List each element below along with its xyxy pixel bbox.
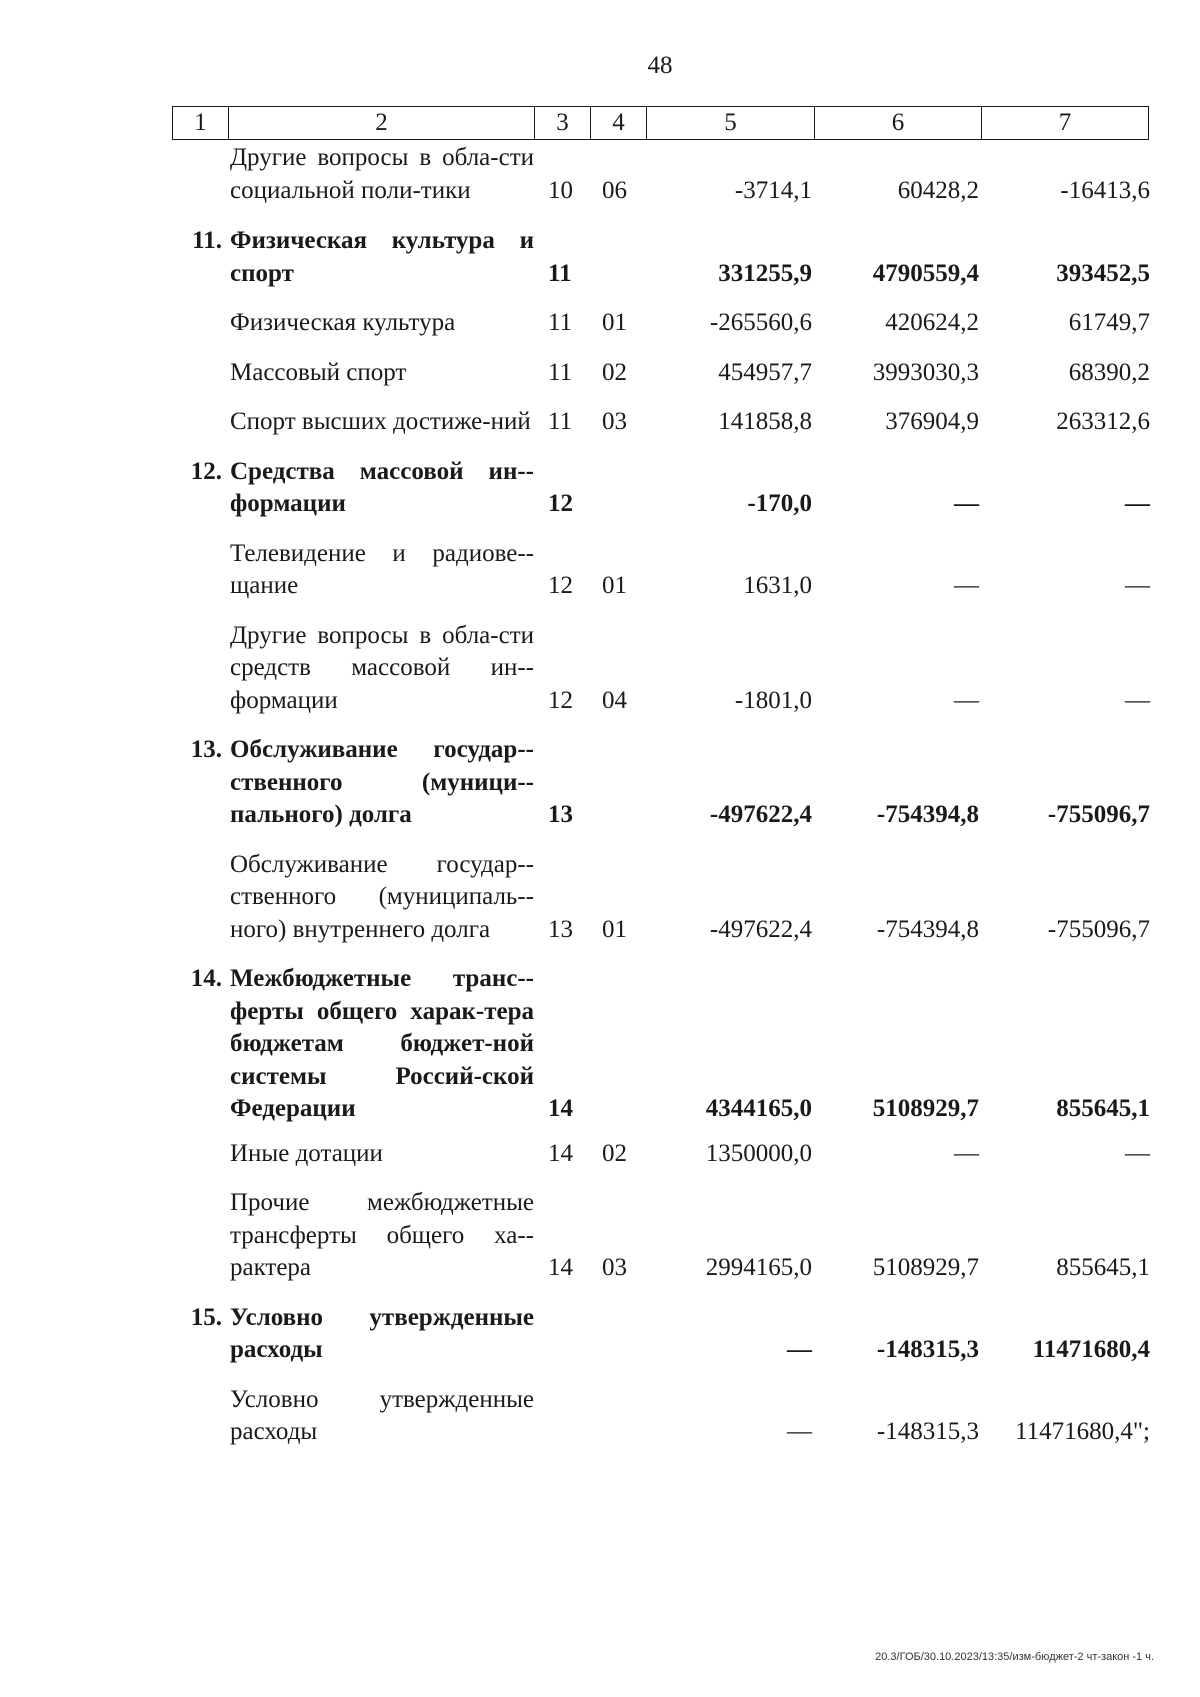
subsection-code: 01	[602, 572, 627, 599]
value-col7: 11471680,4	[1032, 1336, 1150, 1363]
row-name: Физическая культура и спорт	[230, 227, 534, 287]
row-name: Спорт высших достиже-ний	[230, 408, 531, 435]
section-code: 11	[548, 259, 572, 287]
row-name: Условно утвержденные расходы	[230, 1303, 534, 1363]
value-col5: -3714,1	[734, 176, 812, 204]
section-code: 11	[548, 309, 573, 336]
row-name: Межбюджетные транс-ферты общего харак-тера бюджетам бюджет-ной системы Россий-ской Федерации	[230, 965, 534, 1122]
column-header: 2	[229, 107, 535, 140]
value-col7: —	[1125, 490, 1150, 517]
value-col7: -755096,7	[1047, 915, 1150, 943]
value-col7: 855645,1	[1056, 1254, 1150, 1281]
value-col7: —	[1125, 1139, 1150, 1167]
value-col6: -754394,8	[876, 801, 979, 828]
row-name: Иные дотации	[230, 1139, 383, 1167]
value-col5: -1801,0	[734, 686, 812, 714]
table-row	[172, 456, 1150, 521]
row-number: 14.	[190, 965, 222, 992]
value-col6: 3993030,3	[872, 358, 979, 386]
value-col7: —	[1125, 572, 1150, 599]
value-col5: —	[787, 1336, 812, 1363]
subsection-code: 03	[602, 1254, 627, 1281]
value-col7: 11471680,4";	[1015, 1418, 1150, 1445]
value-col7: 855645,1	[1056, 1095, 1150, 1122]
section-code: 13	[548, 915, 573, 943]
column-header: 5	[647, 107, 815, 140]
subsection-code: 02	[602, 1139, 627, 1167]
section-code: 10	[548, 176, 573, 204]
section-code: 13	[548, 801, 573, 828]
row-number: 15.	[190, 1303, 222, 1331]
subsection-code: 01	[602, 915, 627, 943]
page-number: 48	[647, 52, 673, 79]
value-col5: 2994165,0	[705, 1254, 812, 1281]
table-row	[172, 849, 1150, 947]
row-name: Телевидение и радиове-щание	[230, 539, 534, 599]
row-name: Условно утвержденные расходы	[230, 1385, 534, 1445]
value-col6: -148315,3	[876, 1418, 979, 1445]
column-header-table	[172, 106, 1149, 140]
row-name: Обслуживание государ-ственного (муници-пального) долга	[230, 736, 534, 828]
subsection-code: 01	[602, 309, 627, 336]
table-row	[172, 1302, 1150, 1367]
table-row	[172, 538, 1150, 603]
value-col6: 5108929,7	[872, 1254, 979, 1281]
value-col6: 420624,2	[885, 309, 979, 336]
table-row	[172, 225, 1150, 290]
section-code: 12	[548, 686, 573, 714]
document-footer-code: 20.3/ГОБ/30.10.2023/13:35/изм-бюджет-2 чт-закон -1 ч.	[875, 1651, 1154, 1663]
subsection-code: 04	[602, 686, 627, 714]
row-name: Физическая культура	[230, 309, 456, 336]
row-name: Массовый спорт	[230, 358, 407, 386]
value-col6: 5108929,7	[872, 1095, 979, 1122]
value-col5: 331255,9	[718, 259, 812, 287]
value-col5: 1350000,0	[705, 1139, 812, 1167]
table-row	[172, 406, 1150, 439]
table-row	[172, 1138, 1150, 1171]
budget-table-body	[172, 142, 1150, 1449]
value-col6: -148315,3	[876, 1336, 979, 1363]
column-header: 6	[815, 107, 982, 140]
subsection-code: 03	[602, 408, 627, 435]
value-col6: -754394,8	[876, 915, 979, 943]
row-name: Обслуживание государ-ственного (муниципаль-ного) внутреннего долга	[230, 850, 534, 943]
value-col7: 393452,5	[1056, 259, 1150, 287]
row-name: Другие вопросы в обла-сти средств массовой ин-формации	[230, 621, 534, 714]
value-col6: —	[954, 686, 979, 714]
column-header-row	[173, 107, 1149, 140]
value-col7: —	[1125, 686, 1150, 714]
value-col7: -16413,6	[1060, 176, 1150, 204]
value-col7: 263312,6	[1056, 408, 1150, 435]
value-col5: 141858,8	[718, 408, 812, 435]
value-col5: 1631,0	[743, 572, 812, 599]
value-col6: —	[954, 572, 979, 599]
row-number: 11.	[192, 227, 222, 254]
table-row	[172, 307, 1150, 340]
row-name: Другие вопросы в обла-сти социальной поли-тики	[230, 144, 534, 204]
section-code: 11	[548, 408, 573, 435]
value-col7: 68390,2	[1068, 358, 1150, 386]
section-code: 12	[548, 572, 573, 599]
section-code: 14	[548, 1254, 573, 1281]
column-header: 7	[982, 107, 1149, 140]
value-col7: -755096,7	[1047, 801, 1150, 828]
subsection-code: 06	[602, 176, 627, 204]
table-row	[172, 1384, 1150, 1449]
section-code: 11	[548, 358, 573, 386]
value-col5: -170,0	[747, 490, 812, 517]
value-col6: —	[954, 490, 979, 517]
value-col5: -265560,6	[709, 309, 812, 336]
table-row	[172, 963, 1150, 1126]
value-col5: -497622,4	[709, 915, 812, 943]
row-number: 13.	[190, 736, 222, 763]
row-name: Прочие межбюджетные трансферты общего ха-рактера	[230, 1189, 534, 1281]
subsection-code: 02	[602, 358, 627, 386]
section-code: 14	[548, 1095, 573, 1122]
row-number: 12.	[190, 457, 222, 485]
value-col5: 454957,7	[718, 358, 812, 386]
value-col6: 4790559,4	[872, 259, 979, 287]
column-header: 1	[173, 107, 229, 140]
value-col5: -497622,4	[709, 801, 812, 828]
table-row	[172, 734, 1150, 832]
column-header: 4	[591, 107, 647, 140]
value-col6: —	[954, 1139, 979, 1167]
value-col6: 376904,9	[885, 408, 979, 435]
table-row	[172, 1187, 1150, 1285]
section-code: 12	[548, 490, 573, 517]
table-row	[172, 142, 1150, 207]
column-header: 3	[535, 107, 591, 140]
value-col7: 61749,7	[1068, 309, 1150, 336]
value-col6: 60428,2	[897, 176, 979, 204]
table-row	[172, 620, 1150, 718]
value-col5: —	[787, 1418, 812, 1445]
section-code: 14	[548, 1139, 573, 1167]
row-name: Средства массовой ин-формации	[230, 457, 534, 517]
table-row	[172, 357, 1150, 390]
value-col5: 4344165,0	[705, 1095, 812, 1122]
